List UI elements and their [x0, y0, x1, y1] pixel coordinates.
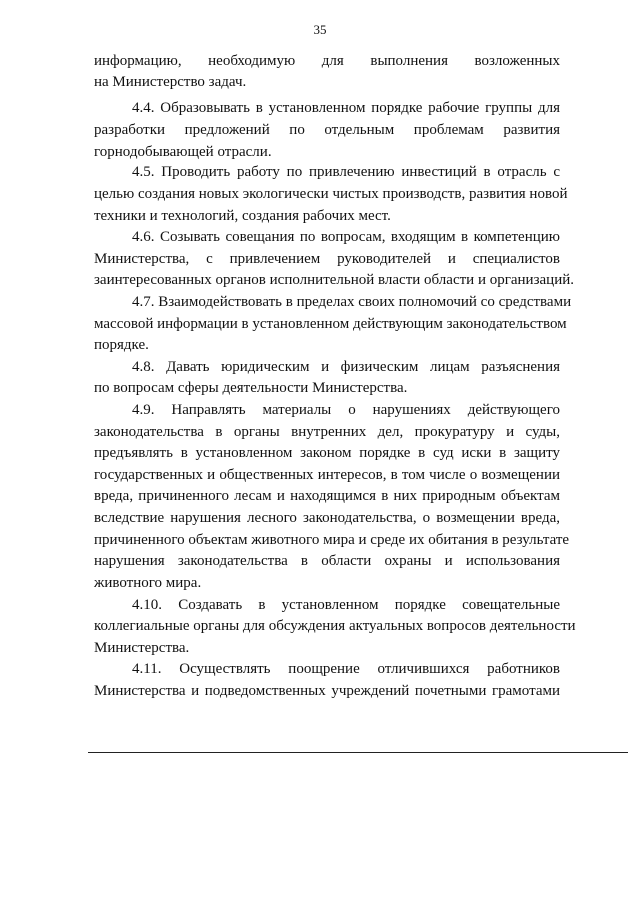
page-divider	[88, 752, 628, 753]
text-line: горнодобывающей отрасли.	[94, 144, 272, 160]
text-line: разработки предложений по отдельным проблемам развития	[94, 122, 560, 138]
text-line: законодательства в органы внутренних дел, прокуратуру и суды,	[94, 424, 560, 440]
page-number: 35	[313, 22, 327, 37]
text-line: государственных и общественных интересов, в том числе о возмещении	[94, 467, 560, 483]
text-line: вследствие нарушения лесного законодательства, о возмещении вреда,	[94, 510, 560, 526]
text-line: по вопросам сферы деятельности Министерства.	[94, 380, 408, 396]
text-line: Министерства, с привлечением руководителей и специалистов	[94, 251, 560, 267]
text-line: вреда, причиненного лесам и находящимся в них природным объектам	[94, 488, 560, 504]
text-line: 4.10. Создавать в установленном порядке совещательные	[132, 597, 560, 613]
text-line: техники и технологий, создания рабочих мест.	[94, 208, 391, 224]
text-line: на Министерство задач.	[94, 74, 247, 90]
text-line: животного мира.	[94, 575, 202, 591]
text-line: 4.11. Осуществлять поощрение отличившихся работников	[132, 661, 560, 677]
text-line: причиненного объектам животного мира и среде их обитания в результате	[94, 532, 570, 548]
text-line: предъявлять в установленном законом порядке в суд иски в защиту	[94, 445, 560, 461]
text-line: 4.7. Взаимодействовать в пределах своих полномочий со средствами	[132, 294, 572, 310]
text-line: нарушения законодательства в области охраны и использования	[94, 553, 560, 569]
text-line: Министерства.	[94, 640, 190, 656]
text-line: 4.4. Образовывать в установленном порядке рабочие группы для	[132, 100, 560, 116]
text-line: Министерства и подведомственных учреждений почетными грамотами	[94, 683, 560, 699]
text-line: порядке.	[94, 337, 149, 353]
text-line: коллегиальные органы для обсуждения актуальных вопросов деятельности	[94, 618, 576, 634]
text-line: массовой информации в установленном действующим законодательством	[94, 316, 567, 332]
text-line: 4.9. Направлять материалы о нарушениях действующего	[132, 402, 560, 418]
text-line: целью создания новых экологически чистых производств, развития новой	[94, 186, 568, 202]
text-line: 4.5. Проводить работу по привлечению инвестиций в отрасль с	[132, 164, 560, 180]
text-line: 4.6. Созывать совещания по вопросам, входящим в компетенцию	[132, 229, 560, 245]
text-line: заинтересованных органов исполнительной власти области и организаций.	[94, 272, 574, 288]
text-line: информацию, необходимую для выполнения возложенных	[94, 53, 560, 69]
text-line: 4.8. Давать юридическим и физическим лицам разъяснения	[132, 359, 560, 375]
